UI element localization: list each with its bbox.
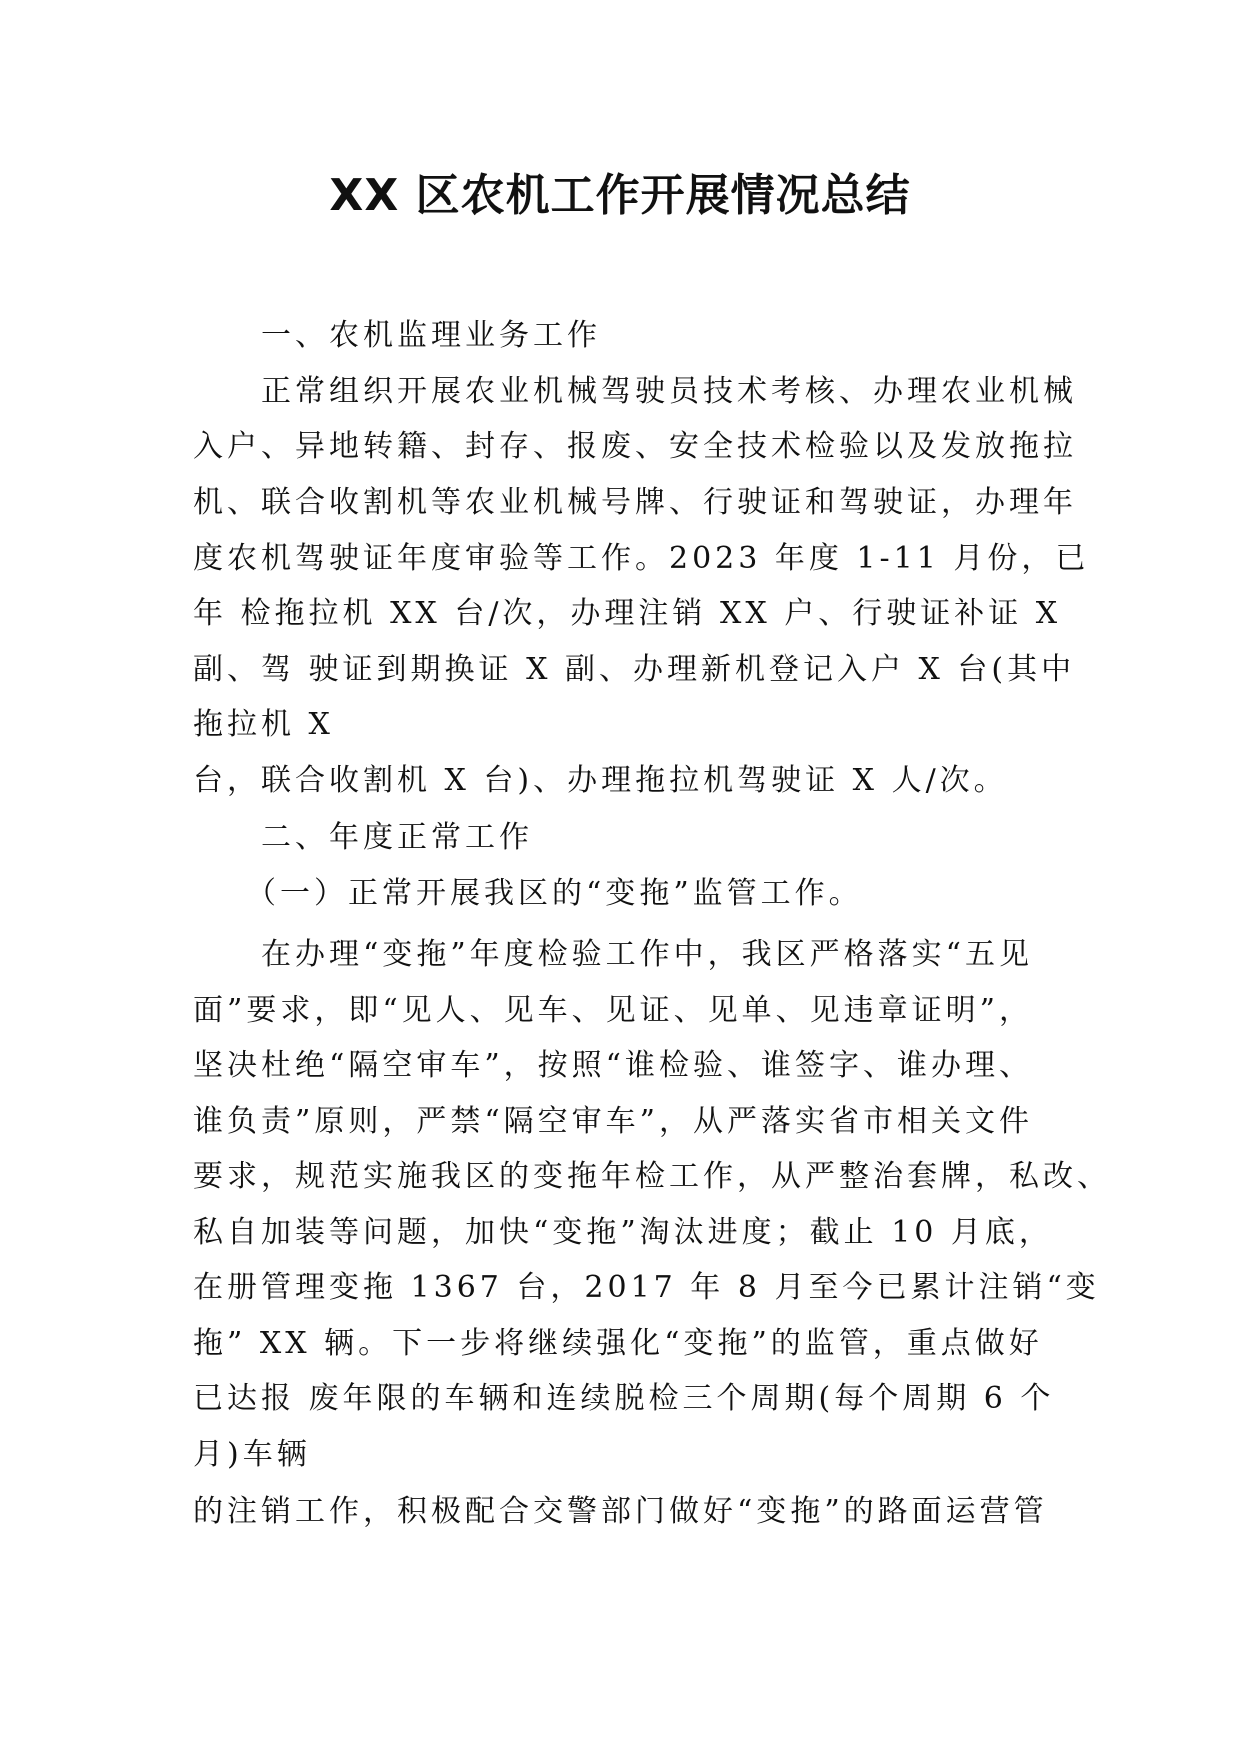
paragraph-line: 在册管理变拖 1367 台，2017 年 8 月至今已累计注销“变 bbox=[193, 1270, 1100, 1305]
paragraph-line: 要求，规范实施我区的变拖年检工作，从严整治套牌，私改、 bbox=[193, 1159, 1111, 1194]
paragraph-line: 月)车辆 bbox=[193, 1437, 311, 1472]
paragraph-line: 私自加装等问题，加快“变拖”淘汰进度；截止 10 月底， bbox=[193, 1215, 1053, 1250]
paragraph-line: 的注销工作，积极配合交警部门做好“变拖”的路面运营管 bbox=[193, 1494, 1048, 1529]
subsection-heading: （一）正常开展我区的“变拖”监管工作。 bbox=[193, 876, 863, 911]
paragraph-line: 年 检拖拉机 XX 台/次，办理注销 XX 户、行驶证补证 X bbox=[193, 596, 1062, 631]
paragraph-line: 入户、异地转籍、封存、报废、安全技术检验以及发放拖拉 bbox=[193, 429, 1077, 464]
paragraph-line: 谁负责”原则，严禁“隔空审车”，从严落实省市相关文件 bbox=[193, 1104, 1034, 1139]
section-heading-2: 二、年度正常工作 bbox=[193, 820, 533, 855]
paragraph-line: 面”要求，即“见人、见车、见证、见单、见违章证明”， bbox=[193, 993, 1034, 1028]
paragraph-line: 在办理“变拖”年度检验工作中，我区严格落实“五见 bbox=[193, 937, 1034, 972]
document-title: XX 区农机工作开展情况总结 bbox=[329, 170, 911, 221]
paragraph-line: 已达报 废年限的车辆和连续脱检三个周期(每个周期 6 个 bbox=[193, 1381, 1055, 1416]
paragraph-line: 机、联合收割机等农业机械号牌、行驶证和驾驶证，办理年 bbox=[193, 485, 1077, 520]
paragraph-line: 坚决杜绝“隔空审车”，按照“谁检验、谁签字、谁办理、 bbox=[193, 1048, 1034, 1083]
paragraph-line: 拖拉机 X bbox=[193, 707, 334, 742]
section-heading-1: 一、农机监理业务工作 bbox=[193, 318, 601, 353]
paragraph-line: 度农机驾驶证年度审验等工作。2023 年度 1-11 月份，已 bbox=[193, 541, 1090, 576]
paragraph-line: 台，联合收割机 X 台)、办理拖拉机驾驶证 X 人/次。 bbox=[193, 763, 1008, 798]
paragraph-line: 副、驾 驶证到期换证 X 副、办理新机登记入户 X 台(其中 bbox=[193, 652, 1076, 687]
paragraph-line: 正常组织开展农业机械驾驶员技术考核、办理农业机械 bbox=[193, 374, 1077, 409]
paragraph-line: 拖” XX 辆。下一步将继续强化“变拖”的监管，重点做好 bbox=[193, 1326, 1043, 1361]
